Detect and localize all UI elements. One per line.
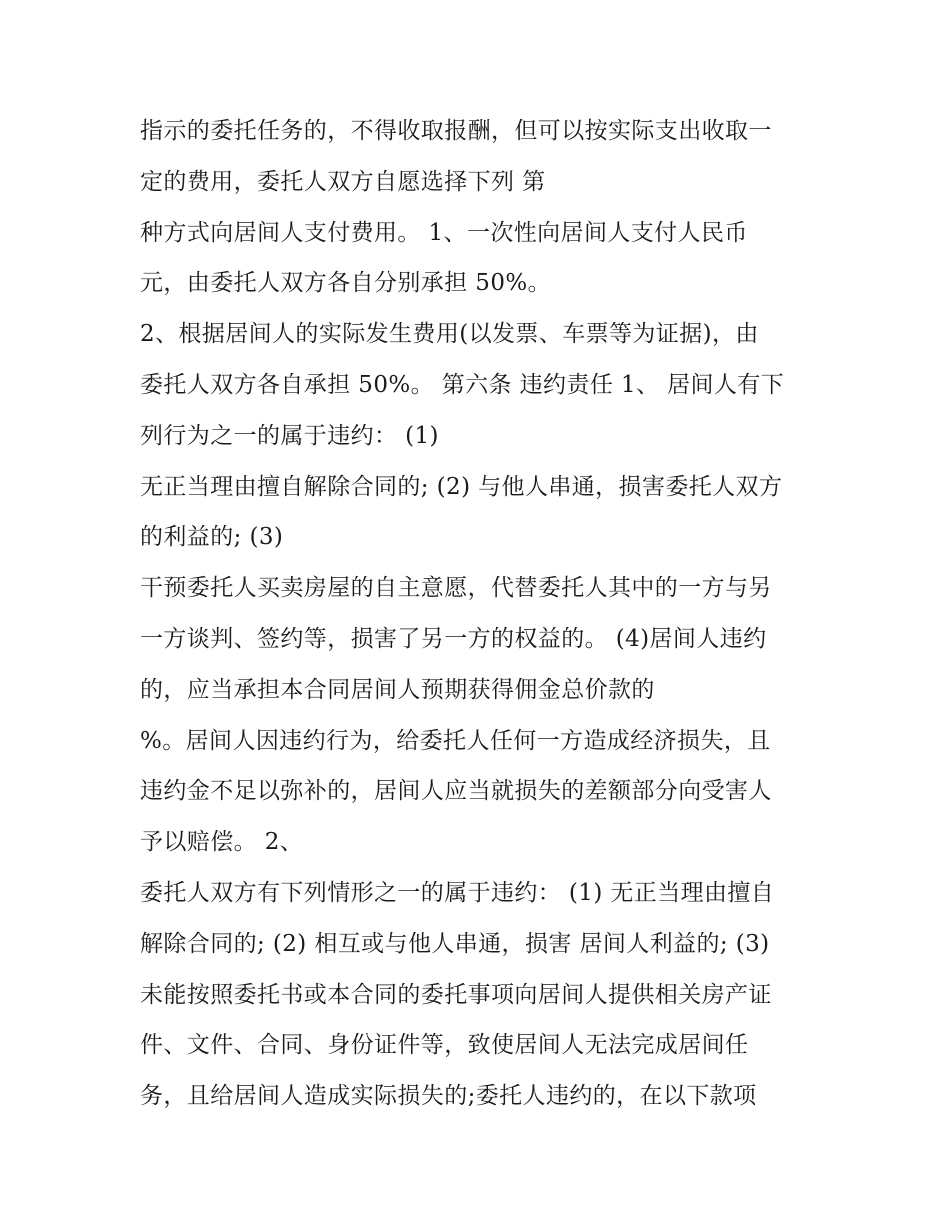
- text-line: 定的费用，委托人双方自愿选择下列 第: [140, 168, 546, 195]
- text-line: 未能按照委托书或本合同的委托事项向居间人提供相关房产证: [140, 981, 772, 1008]
- text-line: 委托人双方有下列情形之一的属于违约： (1) 无正当理由擅自: [140, 879, 775, 906]
- text-line: 务，且给居间人造成实际损失的;委托人违约的，在以下款项: [140, 1083, 757, 1110]
- text-line: %。居间人因违约行为，给委托人任何一方造成经济损失，且: [140, 727, 771, 754]
- text-line: 指示的委托任务的，不得收取报酬，但可以按实际支出收取一: [140, 118, 772, 144]
- text-line: 无正当理由擅自解除合同的; (2) 与他人串通，损害委托人双方: [140, 473, 783, 500]
- text-line: 违约金不足以弥补的，居间人应当就损失的差额部分向受害人: [140, 778, 772, 805]
- text-line: 的利益的; (3): [140, 524, 284, 551]
- text-line: 一方谈判、签约等，损害了另一方的权益的。 (4)居间人违约: [140, 625, 767, 652]
- text-line: 的，应当承担本合同居间人预期获得佣金总价款的: [140, 676, 655, 703]
- text-line: 2、根据居间人的实际发生费用(以发票、车票等为证据)，由: [140, 321, 759, 348]
- text-line: 件、文件、合同、身份证件等，致使居间人无法完成居间任: [140, 1032, 749, 1059]
- text-line: 列行为之一的属于违约： (1): [140, 422, 439, 449]
- text-line: 解除合同的; (2) 相互或与他人串通，损害 居间人利益的; (3): [140, 930, 770, 957]
- text-line: 予以赔偿。 2、: [140, 829, 304, 856]
- text-line: 委托人双方各自承担 50%。 第六条 违约责任 1、 居间人有下: [140, 371, 785, 398]
- document-body: [140, 106, 820, 1122]
- text-line: 元，由委托人双方各自分别承担 50%。: [140, 270, 552, 297]
- text-line: 干预委托人买卖房屋的自主意愿，代替委托人其中的一方与另: [140, 575, 772, 602]
- text-line: 种方式向居间人支付费用。 1、一次性向居间人支付人民币: [140, 219, 748, 246]
